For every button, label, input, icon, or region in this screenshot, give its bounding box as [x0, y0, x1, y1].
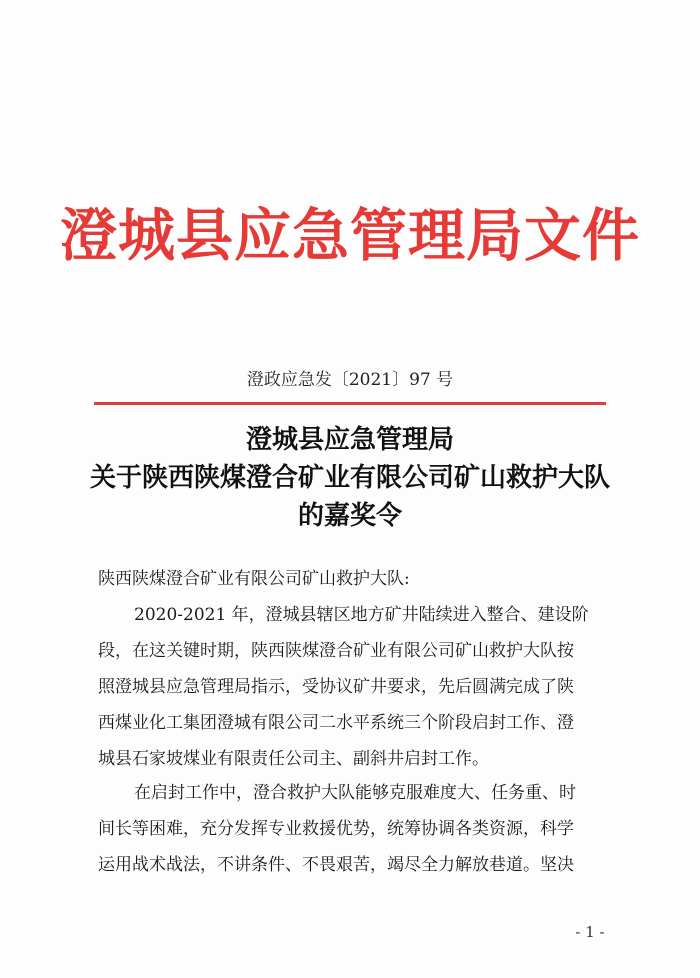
addressee: 陕西陕煤澄合矿业有限公司矿山救护大队: — [98, 569, 410, 589]
title-line-3: 的嘉奖令 — [297, 501, 402, 531]
red-separator-line — [94, 402, 606, 405]
paragraph-2-line-2: 间长等困难，充分发挥专业救援优势，统筹协调各类资源，科学 — [98, 819, 574, 839]
paragraph-2-line-1: 在启封工作中，澄合救护大队能够克服难度大、任务重、时 — [134, 783, 576, 803]
red-header-title: 澄城县应急管理局文件 — [60, 203, 640, 269]
paragraph-1-line-2: 段，在这关键时期，陕西陕煤澄合矿业有限公司矿山救护大队按 — [98, 641, 574, 661]
paragraph-1-line-5: 城县石家坡煤业有限责任公司主、副斜井启封工作。 — [98, 749, 489, 769]
paragraph-1-line-4: 西煤业化工集团澄城有限公司二水平系统三个阶段启封工作、澄 — [98, 713, 574, 733]
paragraph-1-line-1: 2020-2021 年，澄城县辖区地方矿井陆续进入整合、建设阶 — [134, 605, 589, 625]
paragraph-1-line-3: 照澄城县应急管理局指示，受协议矿井要求，先后圆满完成了陕 — [98, 677, 574, 697]
document-number: 澄政应急发〔2021〕97 号 — [246, 370, 454, 390]
title-line-2: 关于陕西陕煤澄合矿业有限公司矿山救护大队 — [89, 463, 610, 493]
page-number: - 1 - — [575, 923, 605, 941]
title-line-1: 澄城县应急管理局 — [245, 425, 454, 455]
paragraph-2-line-3: 运用战术战法，不讲条件、不畏艰苦，竭尽全力解放巷道。坚决 — [98, 855, 574, 875]
